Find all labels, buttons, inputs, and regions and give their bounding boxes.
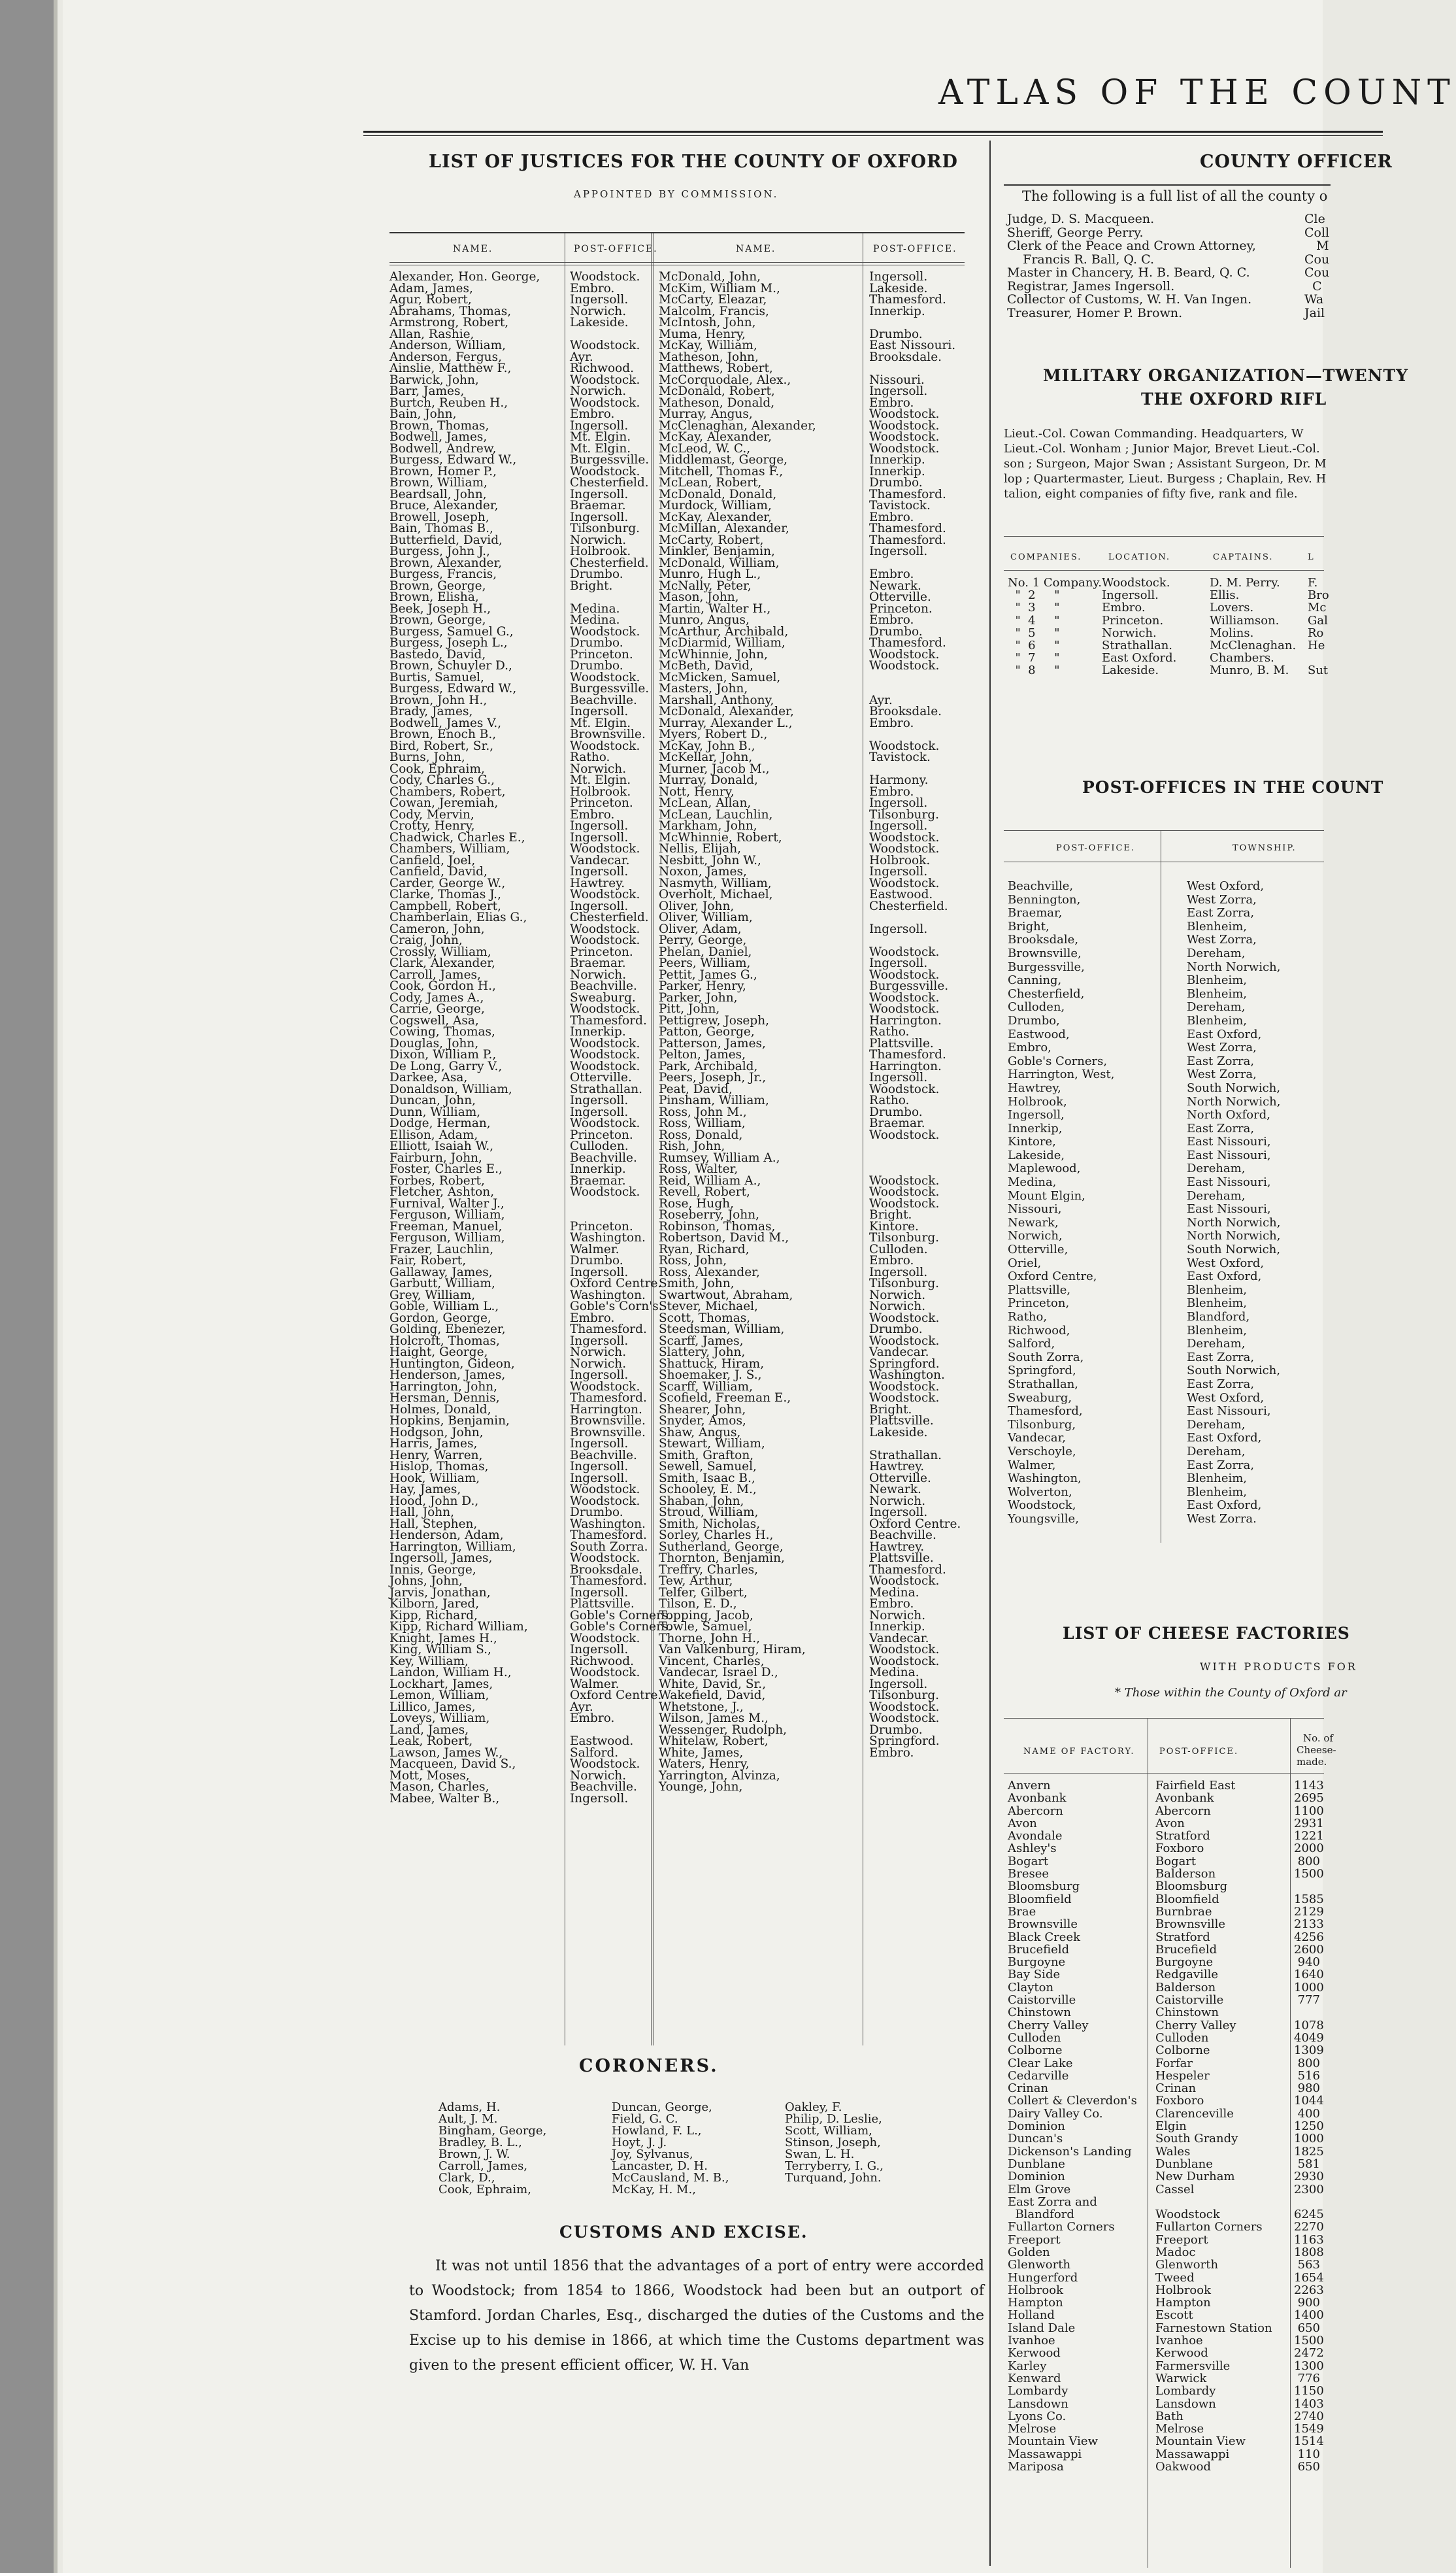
cheese-col-name: NAME OF FACTORY. <box>1023 1747 1135 1757</box>
cheese-factory-numbers: 1143 2695 1100 2931 1221 2000 800 1500 1585 2129 2133 4256 2600 940 1640 1000 777 1078 4049 1309 800 516 980 1044 400 1250 1000 1825 581 2930 2300 6245 2270 1163 1808 563 1654 2263 900 1400 650 1500 2472 1300 776 1150 1403 2740 1549 1514 110 650 <box>1294 1779 1324 2474</box>
cheese-col-no-3: made. <box>1297 1756 1327 1768</box>
cheese-factories-note: * Those within the County of Oxford ar <box>1115 1686 1347 1700</box>
customs-title: CUSTOMS AND EXCISE. <box>559 2223 808 2242</box>
military-locations: Woodstock. Ingersoll. Embro. Princeton. Norwich. Strathallan. East Oxford. Lakeside. <box>1102 576 1177 678</box>
county-officers-list: Judge, D. S. Macqueen. Sheriff, George Perry. Clerk of the Peace and Crown Attorney, Francis R. Ball, Q. C. Master in Chancery, H. B. Beard, Q. C. Registrar, James Ingersoll. Collector of Customs, W. H. Van Ingen. Treasurer, Homer P. Brown. <box>1007 212 1256 320</box>
cheese-factory-names: Anvern Avonbank Abercorn Avon Avondale Ashley's Bogart Bresee Bloomsburg Bloomfield Brae Brownsville Black Creek Brucefield Burgoyne Bay Side Clayton Caistorville Chinstown Cherry Valley Culloden Colborne Clear Lake Cedarville Crinan Collert & Cleverdon's Dairy Valley Co. Dominion Duncan's Dickenson's Landing Dunblane Dominion Elm Grove East Zorra and Blandford Fullarton Corners Freeport Golden Glenworth Hungerford Holbrook Hampton Holland Island Dale Ivanhoe Kerwood Karley Kenward Lombardy Lansdown Lyons Co. Melrose Mountain View Massawappi Mariposa <box>1008 1779 1137 2474</box>
cheese-col-no: No. of <box>1303 1732 1334 1744</box>
cheese-factory-posts: Fairfield East Avonbank Abercorn Avon Stratford Foxboro Bogart Balderson Bloomsburg Bloomfield Burnbrae Brownsville Stratford Brucefield Burgoyne Redgaville Balderson Caistorville Chinstown Cherry Valley Culloden Colborne Forfar Hespeler Crinan Foxboro Clarenceville Elgin South Grandy Wales Dunblane New Durham Cassel Woodstock Fullarton Corners Freeport Madoc Glenworth Tweed Holbrook Hampton Escott Farnestown Station Ivanhoe Kerwood Farmersville Warwick Lombardy Lansdown Bath Melrose Mountain View Massawappi Oakwood <box>1155 1779 1272 2474</box>
military-captains: D. M. Perry. Ellis. Lovers. Williamson. Molins. McClenaghan. Chambers. Munro, B. M. <box>1210 576 1297 678</box>
col-header-post-office-2: POST-OFFICE. <box>873 244 957 254</box>
officers-rule <box>1004 184 1331 186</box>
col-header-name: NAME. <box>453 244 493 254</box>
post-offices-townships: West Oxford, West Zorra, East Zorra, Blenheim, West Zorra, Dereham, North Norwich, Blenheim, Blenheim, Dereham, Blenheim, East Oxford, West Zorra, East Zorra, West Zorra, South Norwich, North Norwich, North Oxford, East Zorra, East Nissouri, East Nissouri, Dereham, East Nissouri, Dereham, East Nissouri, North Norwich, North Norwich, South Norwich, West Oxford, East Oxford, Blenheim, Blenheim, Blandford, Blenheim, Dereham, East Zorra, South Norwich, East Zorra, West Oxford, East Nissouri, Dereham, East Oxford, Dereham, East Zorra, Blenheim, Blenheim, East Oxford, West Zorra. <box>1187 879 1281 1526</box>
military-title: MILITARY ORGANIZATION—TWENTY <box>1043 366 1408 385</box>
table-header-rule <box>389 262 965 263</box>
column-divider <box>989 141 991 2566</box>
post-offices-col-township: TOWNSHIP. <box>1233 843 1297 853</box>
binding-edge <box>54 0 58 2573</box>
post-offices-rule <box>1004 830 1324 831</box>
justice-posts-col2: Ingersoll. Lakeside. Thamesford. Innerkip. Drumbo. East Nissouri. Brooksdale. Nissouri. Ingersoll. Embro. Woodstock. Woodstock. Woodstock. Woodstock. Innerkip. Innerkip. Drumbo. Thamesford. Tavistock. Embro. Thamesford. Thamesford. Ingersoll. Embro. Newark. Otterville. Princeton. Embro. Drumbo. Thamesford. Woodstock. Woodstock. Ayr. Brooksdale. Embro. Woodstock. Tavistock. Harmony. Embro. Ingersoll. Tilsonburg. Ingersoll. Woodstock. Woodstock. Holbrook. Ingersoll. Woodstock. Eastwood. Chesterfield. Ingersoll. Woodstock. Ingersoll. Woodstock. Burgessville. Woodstock. Woodstock. Harrington. Ratho. Plattsville. Thamesford. Harrington. Ingersoll. Woodstock. Ratho. Drumbo. Braemar. Woodstock. Woodstock. Woodstock. Woodstock. Bright. Kintore. Tilsonburg. Culloden. Embro. Ingersoll. Tilsonburg. Norwich. Norwich. Woodstock. Drumbo. Woodstock. Vandecar. Springford. Washington. Woodstock. Woodstock. Bright. Plattsville. Lakeside. Strathallan. Hawtrey. Otterville. Newark. Norwich. Ingersoll. Oxford Centre. Beachville. Hawtrey. Plattsville. Thamesford. Woodstock. Medina. Embro. Norwich. Innerkip. Vandecar. Woodstock. Woodstock. Medina. Ingersoll. Tilsonburg. Woodstock. Woodstock. Drumbo. Springford. Embro. <box>869 270 961 1760</box>
military-col-location: LOCATION. <box>1108 552 1171 562</box>
post-offices-title: POST-OFFICES IN THE COUNT <box>1082 778 1384 797</box>
header-rule-thin <box>363 135 1383 136</box>
cheese-factories-subtitle: WITH PRODUCTS FOR <box>1200 1660 1357 1673</box>
col-header-post-office: POST-OFFICE. <box>574 244 658 254</box>
coroners-col3: Oakley, F. Philip, D. Leslie, Scott, William, Stinson, Joseph, Swan, L. H. Terryberry, I. G., Turquand, John. <box>785 2100 884 2185</box>
book-binding <box>0 0 54 2573</box>
page-header-title: ATLAS OF THE COUNT <box>938 73 1456 112</box>
coroners-title: CORONERS. <box>579 2056 719 2076</box>
justice-names-col2: McDonald, John, McKim, William M., McCarty, Eleazar, Malcolm, Francis, McIntosh, John, Muma, Henry, McKay, William, Matheson, John, Matthews, Robert, McCorquodale, Alex., McDonald, Robert, Matheson, Donald, Murray, Angus, McClenaghan, Alexander, McKay, Alexander, McLeod, W. C., Middlemast, George, Mitchell, Thomas F., McLean, Robert, McDonald, Donald, Murdock, William, McKay, Alexander, McMillan, Alexander, McCarty, Robert, Minkler, Benjamin, McDonald, William, Munro, Hugh L., McNally, Peter, Mason, John, Martin, Walter H., Munro, Angus, McArthur, Archibald, McDiarmid, William, McWhinnie, John, McBeth, David, McMicken, Samuel, Masters, John, Marshall, Anthony, McDonald, Alexander, Murray, Alexander L., Myers, Robert D., McKay, John B., McKellar, John, Murner, Jacob M., Murray, Donald, Nott, Henry, McLean, Allan, McLean, Lauchlin, Markham, John, McWhinnie, Robert, Nellis, Elijah, Nesbitt, John W., Noxon, James, Nasmyth, William, Overholt, Michael, Oliver, John, Oliver, William, Oliver, Adam, Perry, George, Phelan, Daniel, Peers, William, Pettit, James G., Parker, Henry, Parker, John, Pitt, John, Pettigrew, Joseph, Patton, George, Patterson, James, Pelton, James, Park, Archibald, Peers, Joseph, Jr., Peat, David, Pinsham, William, Ross, John M., Ross, William, Ross, Donald, Rish, John, Rumsey, William A., Ross, Walter, Reid, William A., Revell, Robert, Rose, Hugh, Roseberry, John, Robinson, Thomas, Robertson, David M., Ryan, Richard, Ross, John, Ross, Alexander, Smith, John, Swartwout, Abraham, Stever, Michael, Scott, Thomas, Steedsman, William, Scarff, James, Slattery, John, Shattuck, Hiram, Shoemaker, J. S., Scarff, William, Scofield, Freeman E., Shearer, John, Snyder, Amos, Shaw, Angus, Stewart, William, Smith, Grafton, Sewell, Samuel, Smith, Isaac B., Schooley, E. M., Shaban, John, Stroud, William, Smith, Nicholas, Sorley, Charles H., Sutherland, George, Thornton, Benjamin, Treffry, Charles, Tew, Arthur, Telfer, Gilbert, Tilson, E. D., Topping, Jacob, Towle, Samuel, Thorne, John H., Van Valkenburg, Hiram, Vincent, Charles, Vandecar, Israel D., White, David, Sr., Wakefield, David, Whetstone, J., Wilson, James M., Wessenger, Rudolph, Whitelaw, Robert, White, James, Waters, Henry, Yarrington, Alvinza, Younge, John, <box>659 270 816 1794</box>
justices-table <box>389 232 965 2045</box>
cheese-col-no-2: Cheese- <box>1297 1744 1336 1756</box>
military-col-companies: COMPANIES. <box>1010 552 1082 562</box>
cheese-factories-title: LIST OF CHEESE FACTORIES <box>1063 1624 1350 1643</box>
coroners-col1: Adams, H. Ault, J. M. Bingham, George, Bradley, B. L., Brown, J. W. Carroll, James, Clark, D., Cook, Ephraim, <box>438 2100 547 2196</box>
justices-subtitle: APPOINTED BY COMMISSION. <box>574 188 779 200</box>
justice-posts-col1: Woodstock. Embro. Ingersoll. Norwich. Lakeside. Woodstock. Ayr. Richwood. Woodstock. Norwich. Woodstock. Embro. Ingersoll. Mt. Elgin. Mt. Elgin. Burgessville. Woodstock. Chesterfield. Ingersoll. Braemar. Ingersoll. Tilsonburg. Norwich. Holbrook. Chesterfield. Drumbo. Bright. Medina. Medina. Woodstock. Drumbo. Princeton. Drumbo. Woodstock. Burgessville. Beachville. Ingersoll. Mt. Elgin. Brownsville. Woodstock. Ratho. Norwich. Mt. Elgin. Holbrook. Princeton. Embro. Ingersoll. Ingersoll. Woodstock. Vandecar. Ingersoll. Hawtrey. Woodstock. Ingersoll. Chesterfield. Woodstock. Woodstock. Princeton. Braemar. Norwich. Beachville. Sweaburg. Woodstock. Thamesford. Innerkip. Woodstock. Woodstock. Woodstock. Otterville. Strathallan. Ingersoll. Ingersoll. Woodstock. Princeton. Culloden. Beachville. Innerkip. Braemar. Woodstock. Princeton. Washington. Walmer. Drumbo. Ingersoll. Oxford Centre. Washington. Goble's Corn's. Embro. Thamesford. Ingersoll. Norwich. Norwich. Ingersoll. Woodstock. Thamesford. Harrington. Brownsville. Brownsville. Ingersoll. Beachville. Ingersoll. Ingersoll. Woodstock. Woodstock. Drumbo. Washington. Thamesford. South Zorra. Woodstock. Brooksdale. Thamesford. Ingersoll. Plattsville. Goble's Corners. Goble's Corners. Woodstock. Ingersoll. Richwood. Woodstock. Walmer. Oxford Centre. Ayr. Embro. Eastwood. Salford. Woodstock. Norwich. Beachville. Ingersoll. <box>570 270 672 1806</box>
header-rule <box>363 131 1383 133</box>
military-title-2: THE OXFORD RIFL <box>1141 390 1327 409</box>
atlas-page <box>63 0 1456 2573</box>
county-officers-intro: The following is a full list of all the county o <box>1022 188 1328 204</box>
cheese-rule <box>1004 1718 1324 1719</box>
justices-title: LIST OF JUSTICES FOR THE COUNTY OF OXFORD <box>429 152 958 172</box>
military-text: Lieut.-Col. Cowan Commanding. Headquarters, W Lieut.-Col. Wonham ; Junior Major, Brevet Lieut.-Col. son ; Surgeon, Major Swan ; Assistant Surgeon, Dr. M lop ; Quartermaster, Lieut. Burgess ; Chaplain, Rev. H talion, eight companies of fifty five, rank and file. <box>1004 427 1327 501</box>
customs-paragraph: It was not until 1856 that the advantages of a port of entry were accorded to Woodstock; from 1854 to 1866, Woodstock had been but an outport of Stamford. Jordan Charles, Esq., discharged the duties of the Customs and the Excise up to his demise in 1866, at which time the Customs department was given to the present efficient officer, W. H. Van <box>409 2258 984 2374</box>
military-col-captains: CAPTAINS. <box>1213 552 1274 562</box>
military-table-rule-2 <box>1004 570 1324 571</box>
county-officers-list-2: Cle Coll M Cou Cou C Wa Jail <box>1304 212 1330 320</box>
cheese-rule-2 <box>1004 1773 1324 1774</box>
post-offices-list: Beachville, Bennington, Braemar, Bright, Brooksdale, Brownsville, Burgessville, Canning, Chesterfield, Culloden, Drumbo, Eastwood, Embro, Goble's Corners, Harrington, West, Hawtrey, Holbrook, Ingersoll, Innerkip, Kintore, Lakeside, Maplewood, Medina, Mount Elgin, Nissouri, Newark, Norwich, Otterville, Oriel, Oxford Centre, Plattsville, Princeton, Ratho, Richwood, Salford, South Zorra, Springford, Strathallan, Sweaburg, Thamesford, Tilsonburg, Vandecar, Verschoyle, Walmer, Washington, Wolverton, Woodstock, Youngsville, <box>1008 879 1115 1526</box>
justice-names-col1: Alexander, Hon. George, Adam, James, Agur, Robert, Abrahams, Thomas, Armstrong, Robert, Allan, Rashie, Anderson, William, Anderson, Fergus, Ainslie, Matthew F., Barwick, John, Barr, James, Burtch, Reuben H., Bain, John, Brown, Thomas, Bodwell, James, Bodwell, Andrew, Burgess, Edward W., Brown, Homer P., Brown, William, Beardsall, John, Bruce, Alexander, Browell, Joseph, Bain, Thomas B., Butterfield, David, Burgess, John J., Brown, Alexander, Burgess, Francis, Brown, George, Brown, Elisha, Beek, Joseph H., Brown, George, Burgess, Samuel G., Burgess, Joseph L., Bastedo, David, Brown, Schuyler D., Burtis, Samuel, Burgess, Edward W., Brown, John H., Brady, James, Bodwell, James V., Brown, Enoch B., Bird, Robert, Sr., Burns, John, Cook, Ephraim, Cody, Charles G., Chambers, Robert, Cowan, Jeremiah, Cody, Mervin, Crotty, Henry, Chadwick, Charles E., Chambers, William, Canfield, Joel, Canfield, David, Carder, George W., Clarke, Thomas J., Campbell, Robert, Chamberlain, Elias G., Cameron, John, Craig, John, Crossly, William, Clark, Alexander, Carroll, James, Cook, Gordon H., Cody, James A., Carrie, George, Cogswell, Asa, Cowing, Thomas, Douglas, John, Dixon, William P., De Long, Garry V., Darkee, Asa, Donaldson, William, Duncan, John, Dunn, William, Dodge, Herman, Ellison, Adam, Elliott, Isaiah W., Fairburn, John, Foster, Charles E., Forbes, Robert, Fletcher, Ashton, Furnival, Walter J., Ferguson, William, Freeman, Manuel, Ferguson, William, Frazer, Lauchlin, Fair, Robert, Gallaway, James, Garbutt, William, Grey, William, Goble, William L., Gordon, George, Golding, Ebenezer, Holcroft, Thomas, Haight, George, Huntington, Gideon, Henderson, James, Harrington, John, Hersman, Dennis, Holmes, Donald, Hopkins, Benjamin, Hodgson, John, Harris, James, Henry, Warren, Hislop, Thomas, Hook, William, Hay, James, Hood, John D., Hall, John, Hall, Stephen, Henderson, Adam, Harrington, William, Ingersoll, James, Innis, George, Johns, John, Jarvis, Jonathan, Kilborn, Jared, Kipp, Richard, Kipp, Richard William, Knight, James H., King, William S., Key, William, Landon, William H., Lockhart, James, Lemon, William, Lillico, James, Loveys, William, Land, James, Leak, Robert, Lawson, James W., Macqueen, David S., Mott, Moses, Mason, Charles, Mabee, Walter B., <box>389 270 540 1806</box>
cheese-col-rule-2 <box>1290 1718 1291 2568</box>
cheese-col-post: POST-OFFICE. <box>1159 1747 1239 1757</box>
military-col-l: L <box>1308 552 1315 562</box>
coroners-col2: Duncan, George, Field, G. C. Howland, F. L., Hoyt, J. J. Joy, Sylvanus, Lancaster, D. H. McCausland, M. B., McKay, H. M., <box>612 2100 729 2196</box>
military-lieuts: F. Bro Mc Gal Ro He Sut <box>1308 576 1329 678</box>
military-table-rule <box>1004 536 1324 537</box>
military-companies: No. 1 Company. " 2 " " 3 " " 4 " " 5 " " 6 " " 7 " " 8 " <box>1008 576 1102 678</box>
col-header-name-2: NAME. <box>736 244 776 254</box>
post-offices-col-po: POST-OFFICE. <box>1056 843 1136 853</box>
county-officers-title: COUNTY OFFICER <box>1200 152 1393 172</box>
